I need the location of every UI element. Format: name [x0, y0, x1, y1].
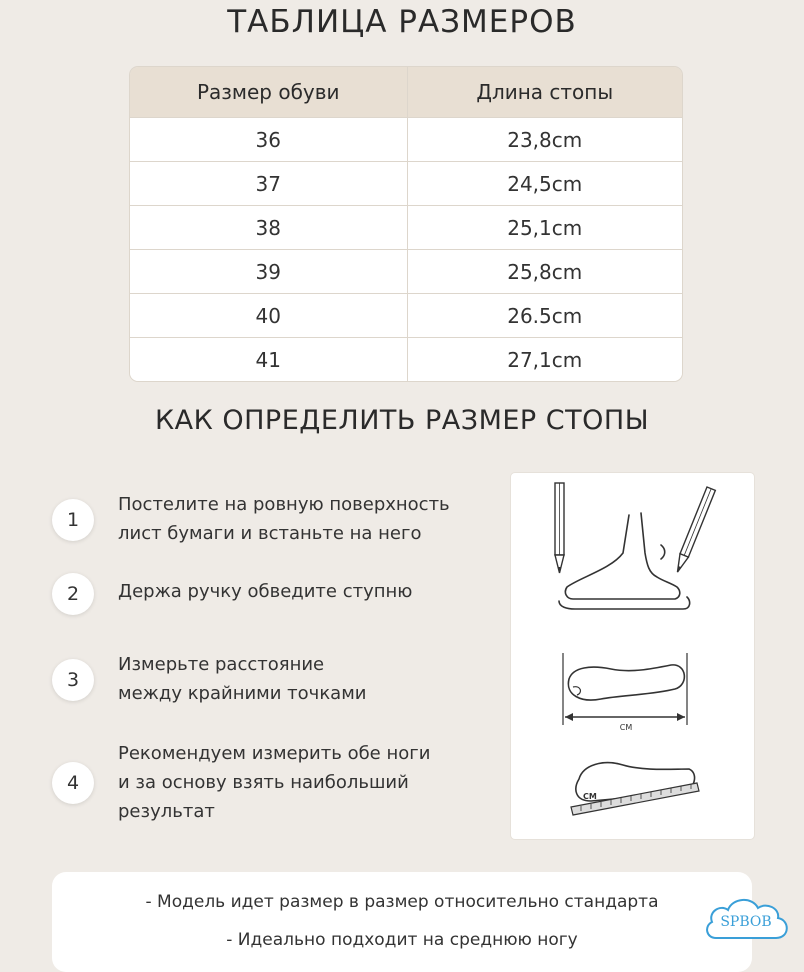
fit-note: - Идеально подходит на среднюю ногу — [226, 930, 578, 950]
step-text — [118, 650, 518, 708]
step-number-badge: 4 — [52, 762, 94, 804]
foot-measure-drawing — [511, 473, 754, 839]
step-3 — [52, 650, 502, 710]
step-text-line: и за основу взять наибольший — [118, 772, 409, 793]
table-row — [130, 250, 682, 294]
foot-measure-illustration — [511, 473, 754, 839]
shoe-size-cell: 36 — [130, 118, 407, 162]
shoe-size-cell: 40 — [130, 294, 407, 338]
page-title: ТАБЛИЦА РАЗМЕРОВ — [227, 4, 577, 40]
foot-side-icon — [559, 513, 690, 609]
shoe-size-cell: 39 — [130, 250, 407, 294]
foot-length-cell: 25,8cm — [407, 250, 682, 294]
size-table — [130, 67, 682, 381]
table-row — [130, 294, 682, 338]
shoe-size-cell: 38 — [130, 206, 407, 250]
section-title: КАК ОПРЕДЕЛИТЬ РАЗМЕР СТОПЫ — [154, 405, 650, 436]
step-text-line: между крайними точками — [118, 683, 367, 704]
unit-label: CM — [619, 723, 633, 732]
step-text — [118, 490, 518, 548]
step-text-line: Рекомендуем измерить обе ноги — [118, 743, 431, 764]
step-text-line: Измерьте расстояние — [118, 654, 325, 675]
foot-length-cell: 27,1cm — [407, 338, 682, 382]
shoe-size-cell: 37 — [130, 162, 407, 206]
ruler-icon — [571, 763, 699, 815]
step-text-line: лист бумаги и встаньте на него — [118, 523, 422, 544]
spbob-logo — [702, 890, 792, 950]
foot-length-cell: 23,8cm — [407, 118, 682, 162]
table-row — [130, 206, 682, 250]
table-header-row — [130, 67, 682, 118]
step-4 — [52, 739, 502, 829]
step-text — [118, 739, 518, 826]
pencil-icon — [555, 483, 564, 573]
fit-notes-panel — [52, 872, 752, 972]
step-text-line: Держа ручку обведите ступню — [118, 581, 413, 602]
step-text-line: результат — [118, 801, 215, 822]
step-number-badge: 2 — [52, 573, 94, 615]
footprint-icon — [563, 653, 687, 733]
foot-length-cell: 26.5cm — [407, 294, 682, 338]
step-text — [118, 577, 518, 606]
pencil-icon — [673, 487, 715, 574]
logo-text: SPBOB — [720, 914, 772, 930]
step-1 — [52, 490, 502, 550]
table-row — [130, 118, 682, 162]
table-row — [130, 338, 682, 382]
foot-length-cell: 24,5cm — [407, 162, 682, 206]
step-2 — [52, 577, 502, 621]
step-number-badge: 3 — [52, 659, 94, 701]
table-row — [130, 162, 682, 206]
step-number-badge: 1 — [52, 499, 94, 541]
header-foot-length: Длина стопы — [407, 67, 682, 118]
unit-label: CM — [583, 792, 597, 801]
shoe-size-cell: 41 — [130, 338, 407, 382]
foot-length-cell: 25,1cm — [407, 206, 682, 250]
header-shoe-size: Размер обуви — [130, 67, 407, 118]
fit-note: - Модель идет размер в размер относительно стандарта — [145, 892, 659, 912]
step-text-line: Постелите на ровную поверхность — [118, 494, 450, 515]
